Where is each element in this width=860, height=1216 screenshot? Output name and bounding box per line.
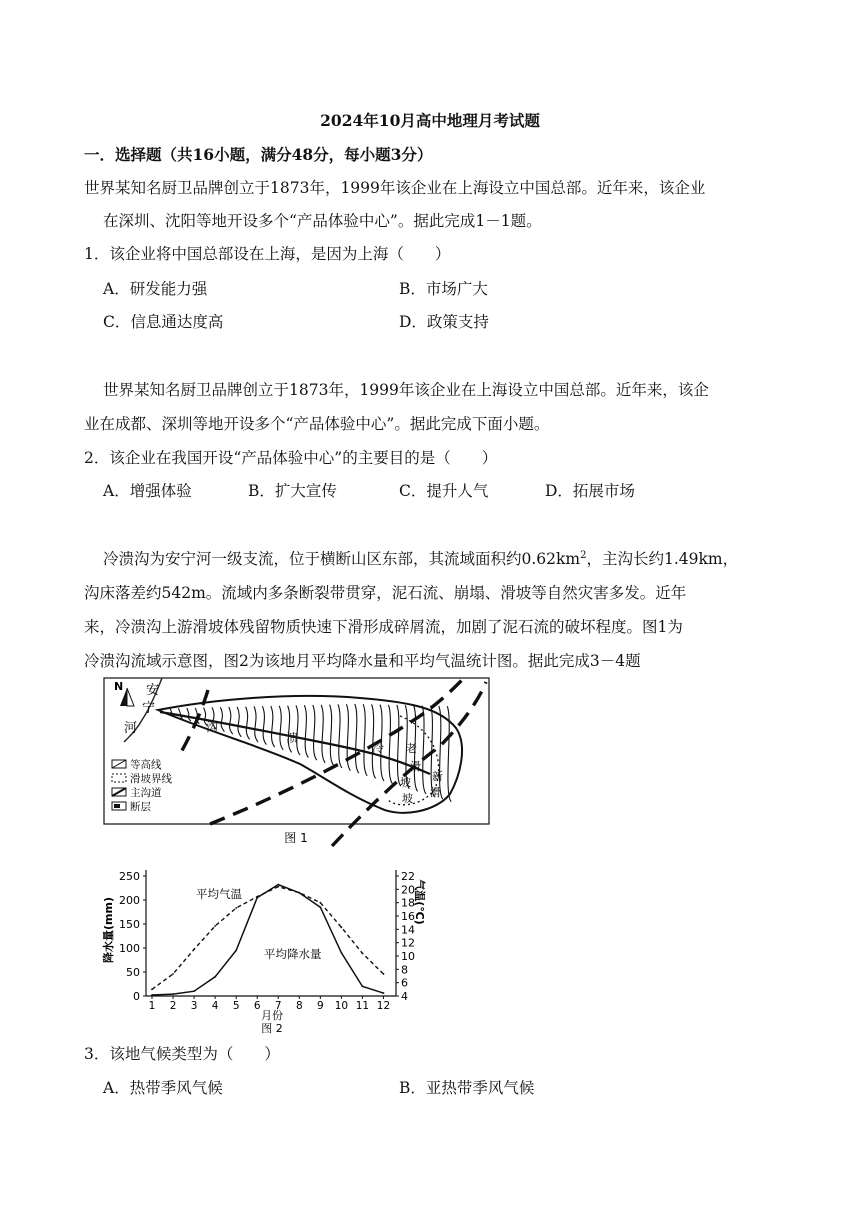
temp-point [256,896,258,898]
y-tick-label-left: 200 [119,894,140,907]
legend-fault: 断层 [130,801,151,813]
passage-2-line-2: 业在成都、深圳等地开设多个“产品体验中心”。据此完成下面小题。 [84,415,550,433]
precip-point [383,992,385,994]
passage-3-line-2: 沟床落差约542m。流域内多条断裂带贯穿，泥石流、崩塌、滑坡等自然灾害多发。近年 [84,584,687,602]
temp-point [340,926,342,928]
temp-point [362,952,364,954]
x-tick-label: 2 [169,1000,177,1012]
temp-point [193,948,195,950]
question-2-option-a[interactable]: A．增强体验 [103,482,192,500]
x-tick-label: 11 [355,1000,370,1012]
question-2-stem: 2．该企业在我国开设“产品体验中心”的主要目的是（ ） [84,449,498,467]
landslide-label-lao: 老 [406,742,417,755]
y-axis-label-left: 降水量(mm) [102,897,115,963]
label-avg-precip: 平均降水量 [264,947,322,961]
y-tick-label-left: 250 [119,870,140,883]
river-label-ning: 宁 [142,701,156,716]
temp-point [277,886,279,888]
gully-label-kui: 溃 [286,731,299,745]
y-tick-label-right: 6 [401,976,408,990]
temp-point [383,973,385,975]
y-tick-label-right: 8 [401,963,408,977]
y-tick-label-left: 100 [119,942,140,955]
question-1-option-d[interactable]: D．政策支持 [399,313,489,331]
legend-landslide-boundary: 滑坡界线 [130,773,172,785]
x-tick-label: 3 [190,1000,198,1012]
temp-point [151,988,153,990]
x-tick-label: 9 [317,1000,324,1012]
question-3-option-b[interactable]: B．亚热带季风气候 [399,1079,535,1097]
precip-point [151,994,153,996]
y-tick-label-right: 20 [401,883,415,897]
figure-1-caption: 图 1 [284,831,308,845]
landslide-label-po-2: 坡 [402,792,413,805]
figure-2-climate-chart [96,862,426,1038]
y-tick-label-right: 12 [401,936,415,950]
y-tick-label-right: 10 [401,950,415,963]
question-2-option-d[interactable]: D．拓展市场 [545,482,635,500]
series-temperature-line [152,887,383,990]
figure-2-caption: 图 2 [261,1022,283,1035]
landslide-label-xin: 新 [432,770,443,783]
precip-point [319,906,321,908]
x-tick-label: 6 [253,1000,261,1012]
label-avg-temp: 平均气温 [196,887,242,901]
question-1-option-c[interactable]: C．信息通达度高 [103,313,224,331]
temp-point [298,892,300,894]
temp-point [172,973,174,975]
y-tick-label-left: 0 [133,990,140,1003]
river-label-an: 安 [146,683,160,698]
temp-point [319,902,321,904]
temp-point [235,907,237,909]
legend-contour: 等高线 [130,759,162,771]
y-tick-label-right: 16 [401,910,415,923]
legend-main-channel: 主沟道 [130,787,162,799]
passage-3-line-3: 来，冷溃沟上游滑坡体残留物质快速下滑形成碎屑流，加剧了泥石流的破坏程度。图1为 [84,618,683,636]
passage-1-line-2: 在深圳、沈阳等地开设多个“产品体验中心”。据此完成1－1题。 [103,212,542,230]
question-2-option-b[interactable]: B．扩大宣传 [248,482,337,500]
passage-2-line-1: 世界某知名厨卫品牌创立于1873年，1999年该企业在上海设立中国总部。近年来，该企 [103,381,709,399]
gully-label-gou: 沟 [206,720,219,734]
question-3-stem: 3．该地气候类型为（ ） [84,1045,280,1063]
question-1-option-b[interactable]: B．市场广大 [399,280,488,298]
y-tick-label-right: 4 [401,990,408,1003]
x-tick-label: 1 [148,1000,156,1012]
x-tick-label: 5 [232,1000,240,1012]
y-tick-label-right: 18 [401,896,415,910]
gully-label-leng: 冷 [372,741,385,755]
series-precipitation-line [152,885,383,995]
north-label: N [114,680,124,693]
question-1-stem: 1．该企业将中国总部设在上海，是因为上海（ ） [84,245,451,263]
x-axis-label: 月份 [261,1009,283,1022]
question-3-option-a[interactable]: A．热带季风气候 [103,1079,223,1097]
x-tick-label: 12 [376,1000,391,1012]
passage-3-line-1: 冷溃沟为安宁河一级支流，位于横断山区东部，其流域面积约$0.62km^2$，主沟长约1.49km， [103,550,739,569]
y-tick-label-right: 22 [401,870,415,883]
figure-1-map [100,676,492,848]
precip-point [172,993,174,995]
y-tick-label-left: 150 [119,918,140,931]
page-title: 2024年10月高中地理月考试题 [320,111,540,130]
precip-point [277,884,279,886]
precip-point [193,990,195,992]
landslide-label-hua-2: 滑 [430,786,441,799]
temp-point [214,925,216,927]
x-tick-label: 7 [274,1000,282,1012]
precip-point [235,950,237,952]
y-axis-label-right: 气温(℃) [413,879,426,925]
question-2-option-c[interactable]: C．提升人气 [399,482,489,500]
section-heading: 一．选择题（共16小题，满分48分，每小题3分） [84,145,433,164]
x-tick-label: 4 [211,1000,219,1012]
x-tick-label: 10 [334,1000,349,1012]
y-tick-label-left: 50 [126,966,140,979]
precip-point [340,952,342,954]
landslide-label-hua-1: 滑 [410,760,421,773]
passage-3-line-4: 冷溃沟流域示意图，图2为该地月平均降水量和平均气温统计图。据此完成3－4题 [84,652,641,670]
x-tick-label: 8 [295,1000,303,1012]
precip-point [214,976,216,978]
question-1-option-a[interactable]: A．研发能力强 [103,280,208,298]
landslide-label-po-1: 坡 [400,776,411,789]
river-label-he: 河 [124,721,138,736]
precip-point [362,986,364,988]
passage-1-line-1: 世界某知名厨卫品牌创立于1873年，1999年该企业在上海设立中国总部。近年来，该企业 [84,179,706,197]
y-tick-label-right: 14 [401,923,415,937]
